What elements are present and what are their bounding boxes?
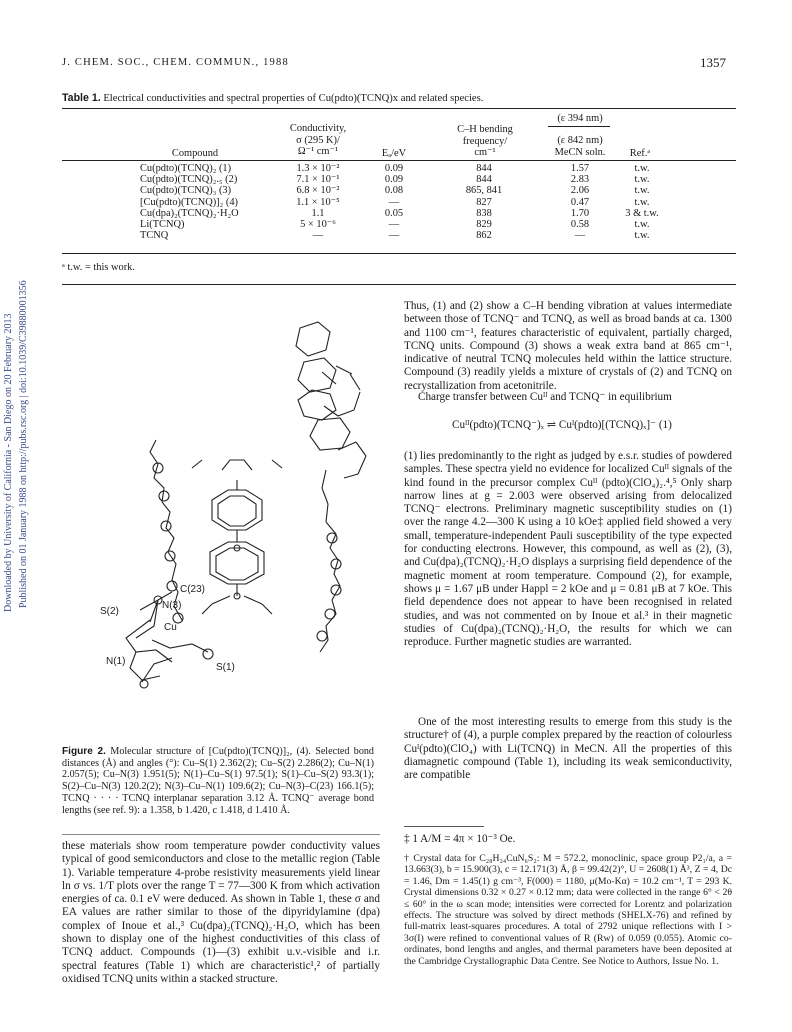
section-rule	[62, 284, 736, 285]
table-cell-conductivity: 6.8 × 10⁻²	[296, 185, 340, 197]
table-footnote: ᵃ t.w. = this work.	[62, 262, 135, 273]
table-cell-eps: 0.47	[570, 196, 590, 208]
table-cell-ea: —	[388, 196, 400, 208]
header-compound: Compound	[171, 148, 219, 159]
atom-label-s1: S(1)	[216, 662, 235, 673]
page-number: 1357	[700, 55, 726, 70]
atom-label-cu: Cu	[164, 622, 177, 633]
right-paragraph-2: Charge transfer between Cuᴵᴵ and TCNQ⁻ in equilibrium	[418, 391, 672, 403]
table-cell-eps: 1.57	[570, 163, 590, 174]
atom-label-s2: S(2)	[100, 606, 119, 617]
table-cell-ch: 829	[476, 219, 492, 231]
table-cell-compound: Cu(pdto)(TCNQ)₂.₅ (2)	[140, 174, 238, 186]
table-header-rule	[62, 160, 736, 161]
table-cell-compound: Cu(pdto)(TCNQ)₃ (3)	[140, 185, 232, 197]
table-cell-ref: t.w.	[634, 174, 650, 186]
table-cell-ea: —	[388, 219, 400, 231]
table-caption-label: Table 1.	[62, 92, 101, 104]
header-ea: Eₐ/eV	[381, 148, 407, 159]
table-cell-ch: 865, 841	[465, 185, 503, 197]
table-cell-compound: Li(TCNQ)	[140, 219, 185, 231]
header-eps842: (ε 842 nm)	[557, 135, 603, 146]
table-cell-ref: t.w.	[634, 163, 650, 174]
table-caption	[62, 92, 742, 104]
column-ch	[444, 163, 524, 241]
table-cell-ref: t.w.	[634, 196, 650, 208]
table-cell-conductivity: —	[312, 230, 324, 242]
doi-note[interactable]: Published on 01 January 1988 on http://pubs.rsc.org | doi:10.1039/C39880001356	[18, 280, 29, 608]
header-ch-line3: cm⁻¹	[474, 147, 496, 158]
table-cell-conductivity: 1.1	[311, 207, 325, 219]
table-cell-conductivity: 7.1 × 10⁻¹	[296, 174, 340, 186]
table-cell-conductivity: 1.1 × 10⁻⁵	[296, 196, 340, 208]
header-ch-line2: frequency/	[462, 135, 508, 147]
header-ch-line1: C–H bending	[457, 124, 513, 135]
left-column-rule	[62, 834, 380, 835]
right-paragraph-3: (1) lies predominantly to the right as judged by e.s.r. studies of powdered samples. These spectra yield no evidence for localized Cuᴵᴵ signals of the kind found in the precursor complex Cuᴵᴵ (pdto)(ClO₄)₂.⁴,⁵ Only sharp narrow lines at g = 2.003 were observed arising from delocalized TCNQ⁻ electrons. Preliminary magnetic susceptibility studies on (1) over the range 4.2—300 K using a 10 kOe‡ applied field showed a very small, temperature-independent Pauli susceptibility of the type expected for conducting electrons. However, this compound, as well as (2), (3), and Cu(dpa)₂(TCNQ)₂·H₂O displays a surprising field dependence of the magnetic moment at room temperature. Compound (2), for example, shows μ = 1.67 μB under Happl = 2 kOe and μ = 0.81 μB at 7 kOe. This field dependence does not appear to have been recognised in related studies, and was not commented on by Inoue et al.³ in their magnetic studies of Cu(dpa)₂(TCNQ)₂·H₂O, the results for which we can reproduce. Further magnetic studies are warranted.	[404, 450, 732, 649]
table-cell-eps: 2.83	[570, 174, 590, 186]
right-paragraph-4: One of the most interesting results to emerge from this study is the structure† of (4), a purple complex prepared by the reaction of colourless Cuᴵ(pdto)(ClO₄) with Li(TCNQ) in MeCN. All the properties of this diamagnetic compound (Table 1), including its weak semiconductivity, are compatible	[404, 716, 732, 782]
header-conductivity-line1: Conductivity,	[289, 123, 347, 134]
column-ref	[612, 163, 672, 241]
header-conductivity-line3: Ω⁻¹ cm⁻¹	[297, 146, 339, 157]
atom-label-n1: N(1)	[106, 656, 126, 667]
table-cell-eps: —	[574, 230, 586, 242]
table-cell-ch: 844	[476, 174, 492, 186]
header-conductivity	[270, 123, 366, 158]
figure-caption-label: Figure 2.	[62, 746, 106, 757]
crystal-data-footnote: † Crystal data for C₂₈H₂₄CuN₆S₂: M = 572.2, monoclinic, space group P2₁/a, a = 13.663(3), b = 15.900(3), c = 12.171(3) Å, β = 99.42(2)°, U = 2608(1) Å³, Z = 4, Dc = 1.46, Dm = 1.45(1) g cm⁻³, F(000) = 1180, μ(Mo-Kα) = 10.2 cm⁻¹, T = 293 K. Crystal dimensions 0.32 × 0.27 × 0.12 mm; data were collected in the range 6° < 2θ ≤ 60° in the ω scan mode; intensities were corrected for Lorentz and polarization effects. The structure was solved by direct methods (SHELX-76) and refined by full-matrix least-squares procedures. A total of 2792 unique reflections with I > 3σ(I) were refined to conventional values of R (Rw) of 0.059 (0.055). Atomic co-ordinates, bond lengths and angles, and thermal parameters have been deposited at the Cambridge Crystallographic Data Centre. See Notice to Authors, Issue No. 1.	[404, 853, 732, 967]
download-note[interactable]: Downloaded by University of California - San Diego on 20 February 2013	[3, 313, 14, 612]
running-header: J. CHEM. SOC., CHEM. COMMUN., 1988	[62, 57, 289, 68]
column-eps	[548, 163, 612, 241]
header-eps-rule	[548, 126, 610, 127]
table-cell-compound: Cu(dpa)₂(TCNQ)₂·H₂O	[140, 207, 239, 219]
figure-caption-text: Molecular structure of [Cu(pdto)(TCNQ)]₂, (4). Selected bond distances (Å) and angles (°): Cu–S(1) 2.362(2); Cu–S(2) 2.286(2); Cu–N(1) 2.057(5); Cu–N(3) 1.951(5); N(1)–Cu–S(1) 97.5(1); S(1)–Cu–S(2) 93.3(1); S(2)–Cu–N(3) 120.2(2); N(3)–Cu–N(1) 109.6(2); Cu–N(3)–C(23) 166.1(5); TCNQ · · · · TCNQ interplanar separation 3.12 Å. TCNQ⁻ average bond lengths (see ref. 9): a 1.358, b 1.420, c 1.418, d 1.410 Å.	[62, 746, 374, 816]
table-cell-ch: 838	[476, 207, 492, 219]
atom-label-n3: N(3)	[162, 600, 182, 611]
table-cell-compound: TCNQ	[140, 230, 169, 242]
download-sidebar	[0, 236, 29, 616]
table-cell-ref: t.w.	[634, 230, 650, 242]
table-cell-ref: t.w.	[634, 219, 650, 231]
table-cell-eps: 1.70	[570, 207, 590, 219]
table-cell-eps: 0.58	[570, 219, 590, 231]
header-ref: Ref.ᵃ	[629, 148, 651, 159]
header-eps394: (ε 394 nm)	[557, 113, 603, 124]
table-cell-ch: 844	[476, 163, 492, 174]
column-conductivity	[278, 163, 358, 241]
header-conductivity-line2: σ (295 K)/	[296, 134, 340, 146]
right-chain	[317, 522, 341, 652]
molecular-structure-figure	[60, 300, 390, 740]
table-cell-ref: t.w.	[634, 185, 650, 197]
table-cell-ea: 0.05	[384, 207, 404, 219]
table-cell-conductivity: 1.3 × 10⁻²	[296, 163, 340, 174]
upper-ring-cluster	[296, 322, 366, 522]
footnote-rule	[404, 826, 484, 827]
table-cell-ch: 827	[476, 196, 492, 208]
equation-1: Cuᴵᴵ(pdto)(TCNQ⁻)ₓ ⇌ Cuᴵ(pdto)[(TCNQ)ₓ]⁻ (1)	[452, 419, 672, 431]
footnote-unit: ‡ 1 A/M = 4π × 10⁻³ Oe.	[404, 833, 516, 845]
header-mecn: MeCN soln.	[554, 147, 606, 158]
table-top-rule	[62, 108, 736, 109]
left-paragraph-1: these materials show room temperature powder conductivity values typical of good semiconductors and close to the metallic region (Table 1). Variable temperature 4-probe resistivity measurements yield linear ln σ vs. 1/T plots over the range T = 77—300 K from which activation energies of ca. 0.1 eV were deduced. As shown in Table 1, these σ and EA values are rather similar to those of the dipyridylamine (dpa) complex of Inoue et al.,³ Cu(dpa)₂(TCNQ)₂·H₂O, which has been shown to display one of the highest conductivities of this class of TCNQ adduct. Compounds (1)—(3) exhibit u.v.-visible and i.r. spectral features (Table 1) which are characteristic¹,² of partially oxidised TCNQ units within a stacked structure.	[62, 840, 380, 985]
table-cell-compound: Cu(pdto)(TCNQ)₂ (1)	[140, 163, 232, 174]
right-paragraph-1: Thus, (1) and (2) show a C–H bending vibration at values intermediate between those of TCNQ⁻ and TCNQ, as well as broad bands at ca. 1300 and 1100 cm⁻¹, features characteristic of equivalent, partially charged, TCNQ units. Compound (3) shows a weak extra band at 865 cm⁻¹, indicative of neutral TCNQ molecules held within the lattice structure. Compound (3) readily yields a mixture of crystals of (2) and TCNQ on recrystallization from acetonitrile.	[404, 300, 732, 392]
table-caption-text: Electrical conductivities and spectral properties of Cu(pdto)(TCNQ)x and related species.	[103, 93, 484, 104]
column-ea	[374, 163, 414, 241]
figure-caption	[62, 746, 374, 816]
table-cell-ea: —	[388, 230, 400, 242]
table-bottom-rule	[62, 253, 736, 254]
table-cell-ea: 0.08	[384, 185, 404, 197]
atom-label-c23: C(23)	[180, 584, 206, 595]
column-compound	[140, 163, 280, 241]
tcnq-column	[192, 460, 282, 614]
table-cell-ea: 0.09	[384, 174, 404, 186]
header-ch-bending	[440, 124, 530, 159]
table-cell-compound: [Cu(pdto)(TCNQ)]₂ (4)	[140, 196, 238, 208]
table-cell-ea: 0.09	[384, 163, 404, 174]
table-cell-ref: 3 & t.w.	[625, 207, 659, 219]
table-cell-ch: 862	[476, 230, 492, 242]
table-cell-eps: 2.06	[570, 185, 590, 197]
table-cell-conductivity: 5 × 10⁻⁶	[300, 219, 336, 231]
